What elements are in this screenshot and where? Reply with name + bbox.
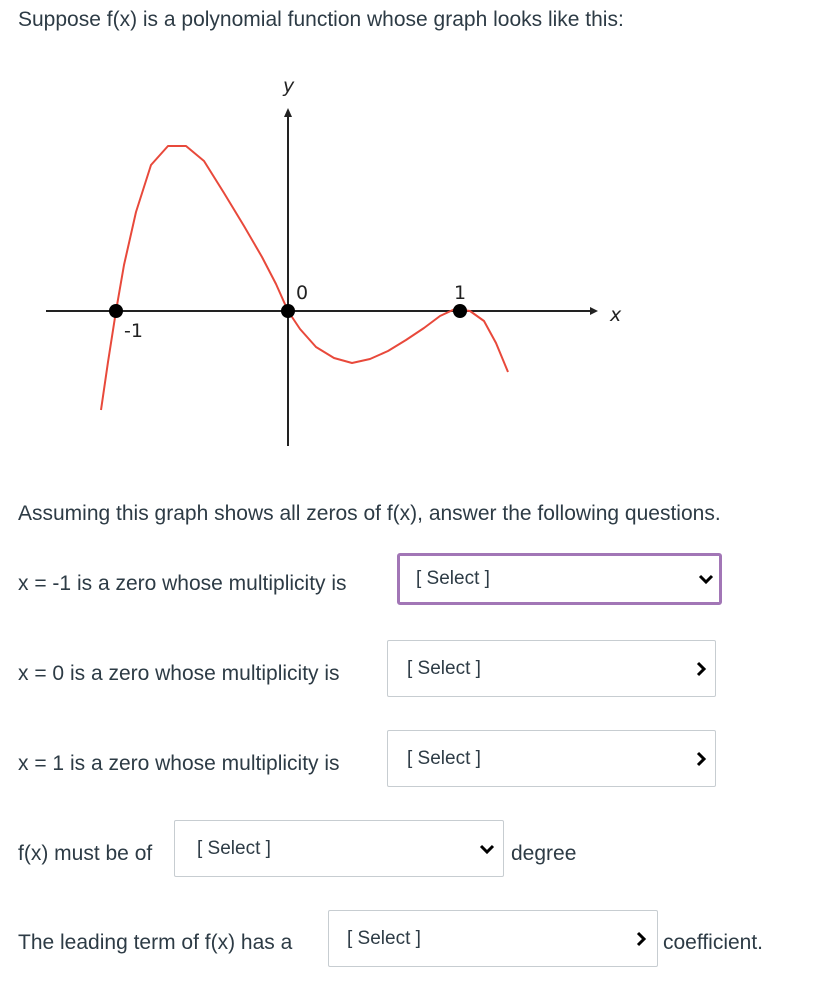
zero-point-neg1 <box>109 304 123 318</box>
x-axis-label: x <box>610 304 622 326</box>
select-value: [ Select ] <box>416 568 490 589</box>
chevron-right-icon <box>693 661 709 677</box>
select-value: [ Select ] <box>197 837 271 859</box>
zero-point-0 <box>281 304 295 318</box>
multiplicity-1-select[interactable] <box>387 730 716 787</box>
degree-parity-select[interactable] <box>174 820 504 877</box>
select-value: [ Select ] <box>347 927 421 949</box>
question-2-label: x = 0 is a zero whose multiplicity is <box>18 662 340 685</box>
select-value: [ Select ] <box>407 747 481 769</box>
select-value: [ Select ] <box>407 657 481 679</box>
tick-label-neg1: -1 <box>124 320 143 342</box>
chevron-right-icon <box>633 931 649 947</box>
multiplicity-neg1-select[interactable] <box>397 553 722 605</box>
intro-text: Suppose f(x) is a polynomial function whose graph looks like this: <box>18 8 624 31</box>
x-axis-arrow-icon <box>590 307 598 315</box>
chevron-right-icon <box>693 751 709 767</box>
polynomial-graph <box>0 60 660 460</box>
multiplicity-0-select[interactable] <box>387 640 716 697</box>
tick-label-1: 1 <box>454 282 467 304</box>
question-5-suffix: coefficient. <box>663 931 764 954</box>
zero-point-1 <box>453 304 467 318</box>
question-1-label: x = -1 is a zero whose multiplicity is <box>18 572 347 595</box>
chevron-down-icon <box>698 571 714 587</box>
question-4-label: f(x) must be of <box>18 842 153 865</box>
polynomial-curve <box>101 146 508 410</box>
y-axis-label: y <box>283 75 295 97</box>
tick-label-0: 0 <box>296 282 309 304</box>
y-axis-arrow-icon <box>284 108 292 117</box>
leading-coefficient-select[interactable] <box>328 910 658 967</box>
question-3-label: x = 1 is a zero whose multiplicity is <box>18 752 340 775</box>
chevron-down-icon <box>479 841 495 857</box>
question-5-label: The leading term of f(x) has a <box>18 931 293 954</box>
instruction-text: Assuming this graph shows all zeros of f(x), answer the following questions. <box>18 502 721 525</box>
question-4-suffix: degree <box>511 842 577 865</box>
